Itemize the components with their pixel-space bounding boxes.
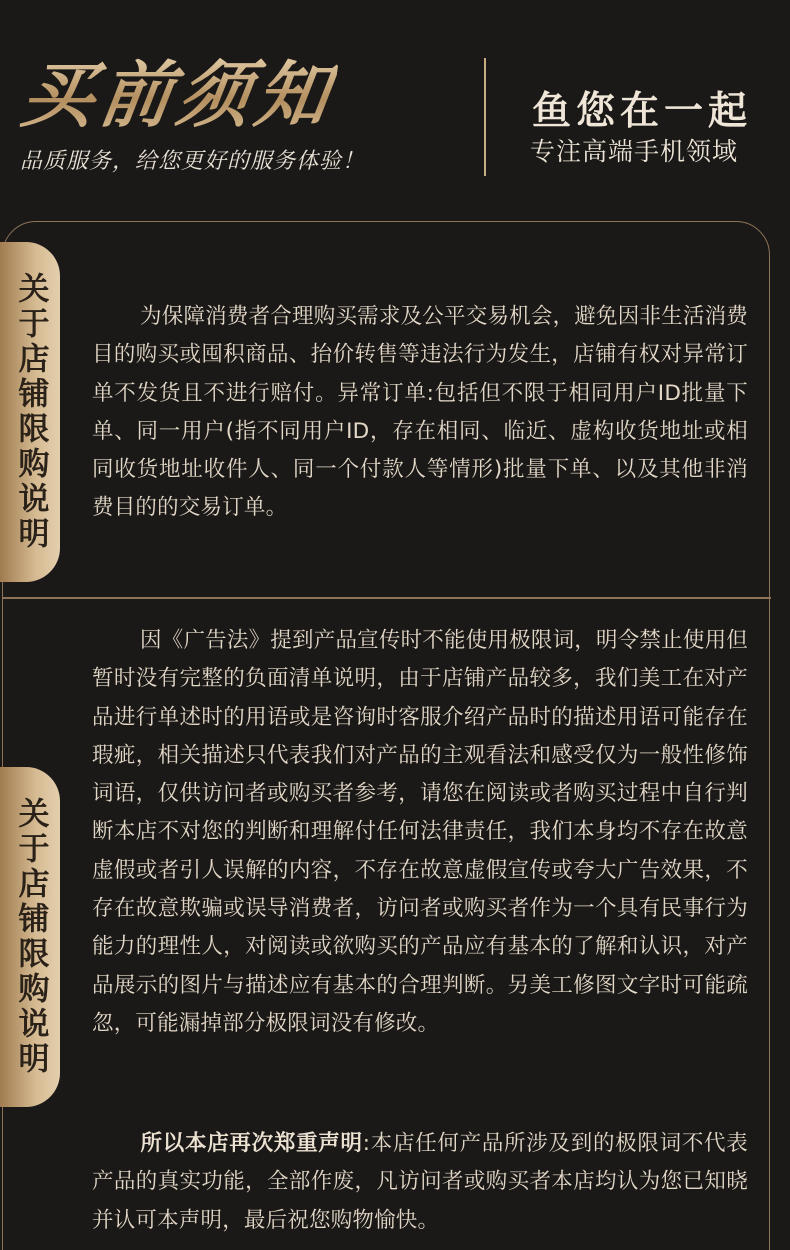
- section-tab-purchase-limit: [0, 242, 60, 582]
- header-divider: [484, 58, 486, 176]
- section-tab-label: 关于店铺限购说明: [12, 272, 49, 552]
- purchase-limit-text: 为保障消费者合理购买需求及公平交易机会，避免因非生活消费目的购买或囤积商品、抬价转售等违法行为发生，店铺有权对异常订单不发货且不进行赔付。异常订单:包括但不限于相同用户ID批量下单、同一用户(指不同用户ID，存在相同、临近、虚构收货地址或相同收货地址收件人、同一个付款人等情形)批量下单、以及其他非消费目的的交易订单。: [92, 304, 748, 521]
- declaration-paragraph: [92, 1125, 748, 1240]
- section-tab-ad-law: [0, 767, 60, 1107]
- section-tab-label: 关于店铺限购说明: [12, 797, 49, 1077]
- section-divider: [3, 597, 771, 599]
- ad-law-paragraph: [92, 622, 748, 1043]
- declaration-heading: 所以本店再次郑重声明: [140, 1131, 363, 1156]
- purchase-limit-paragraph: [92, 298, 748, 528]
- page-subtitle: 品质服务，给您更好的服务体验！: [20, 149, 366, 174]
- declaration-text: :本店任何产品所涉及到的极限词不代表产品的真实功能，全部作废，凡访问者或购买者本店均认为您已知晓并认可本声明，最后祝您购物愉快。: [92, 1131, 748, 1233]
- page-title: 买前须知: [16, 50, 341, 140]
- brand-tagline: 专注高端手机领域: [530, 137, 739, 166]
- header-banner: [0, 0, 790, 215]
- ad-law-text: 因《广告法》提到产品宣传时不能使用极限词，明令禁止使用但暂时没有完整的负面清单说明，由于店铺产品较多，我们美工在对产品进行单述时的用语或是咨询时客服介绍产品时的描述用语可能存在瑕疵，相关描述只代表我们对产品的主观看法和感受仅为一般性修饰词语，仅供访问者或购买者参考，请您在阅读或者购买过程中自行判断本店不对您的判断和理解付任何法律责任，我们本身均不存在故意虚假或者引人误解的内容，不存在故意虚假宣传或夸大广告效果，不存在故意欺骗或误导消费者，访问者或购买者作为一个具有民事行为能力的理性人，对阅读或欲购买的产品应有基本的了解和认识，对产品展示的图片与描述应有基本的合理判断。另美工修图文字时可能疏忽，可能漏掉部分极限词没有修改。: [92, 628, 748, 1036]
- brand-name: 鱼您在一起: [532, 89, 753, 134]
